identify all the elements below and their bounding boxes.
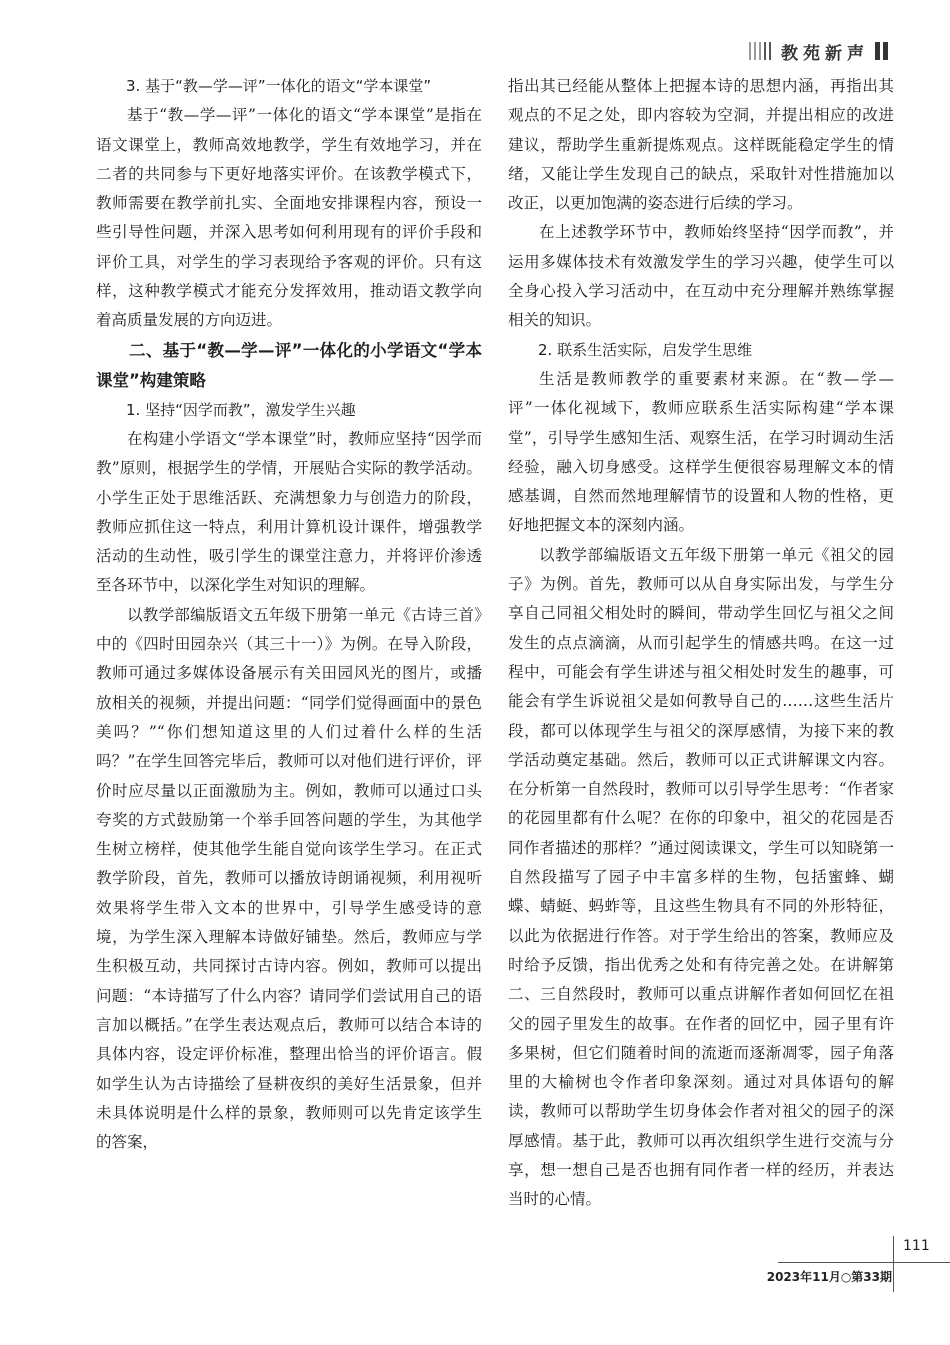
paragraph: 以教学部编版语文五年级下册第一单元《祖父的园子》为例。首先，教师可以从自身实际出发，与学生分享自己同祖父相处时的瞬间，带动学生回忆与祖父之间发生的点点滴滴，从而引起学生的情感共鸣。在这一过程中，可能会有学生讲述与祖父相处时发生的趣事，可能会有学生诉说祖父是如何教导自己的……这些生活片段，都可以体现学生与祖父的深厚感情，为接下来的教学活动奠定基础。然后，教师可以正式讲解课文内容。在分析第一自然段时，教师可以引导学生思考：“作者家的花园里都有什么呢？在你的印象中，祖父的花园是否同作者描述的那样？”通过阅读课文，学生可以知晓第一自然段描写了园子中丰富多样的生物，包括蜜蜂、蝴蝶、蜻蜓、蚂蚱等，且这些生物具有不同的外形特征，以此为依据进行作答。对于学生给出的答案，教师应及时给予反馈，指出优秀之处和有待完善之处。在讲解第二、三自然段时，教师可以重点讲解作者如何回忆在祖父的园子里发生的故事。在作者的回忆中，园子里有许多果树，但它们随着时间的流逝而逐渐凋零，园子角落里的大榆树也令作者印象深刻。通过对具体语句的解读，教师可以帮助学生切身体会作者对祖父的园子的深厚感情。基于此，教师可以再次组织学生进行交流与分享，想一想自己是否也拥有同作者一样的经历，并表达当时的心情。 <box>508 545 894 1209</box>
issue-info: 2023年11月○第33期 <box>766 1270 892 1284</box>
footer-divider-horizontal <box>778 1262 950 1263</box>
paragraph-continued: 指出其已经能从整体上把握本诗的思想内涵，再指出其观点的不足之处，即内容较为空洞，并提出相应的改进建议，帮助学生重新提炼观点。这样既能稳定学生的情绪，又能让学生发现自己的缺点，采取针对性措施加以改正，以更加饱满的姿态进行后续的学习。 <box>508 77 894 213</box>
paragraph: 生活是教师教学的重要素材来源。在“教—学—评”一体化视域下，教师应联系生活实际构建“学本课堂”，引导学生感知生活、观察生活，在学习时调动生活经验，融入切身感受。这样学生便很容易理解文本的情感基调，自然而然地理解情节的设置和人物的性格，更好地把握文本的深刻内涵。 <box>508 369 894 535</box>
paragraph: 在上述教学环节中，教师始终坚持“因学而教”，并运用多媒体技术有效激发学生的学习兴趣，使学生可以全身心投入学习活动中，在互动中充分理解并熟练掌握相关的知识。 <box>508 223 894 330</box>
header-end-bars <box>875 42 888 60</box>
header-decoration-bars <box>749 42 771 60</box>
paragraph: 以教学部编版语文五年级下册第一单元《古诗三首》中的《四时田园杂兴（其三十一）》为例。在导入阶段，教师可通过多媒体设备展示有关田园风光的图片，或播放相关的视频，并提出问题：“同学们觉得画面中的景色美吗？”“你们想知道这里的人们过着什么样的生活吗？”在学生回答完毕后，教师可以对他们进行评价，评价时应尽量以正面激励为主。例如，教师可以通过口头夸奖的方式鼓励第一个举手回答问题的学生，为其他学生树立榜样，使其他学生能自觉向该学生学习。在正式教学阶段，首先，教师可以播放诗朗诵视频，利用视听效果将学生带入文本的世界中，引导学生感受诗的意境，为学生深入理解本诗做好铺垫。然后，教师应与学生积极互动，共同探讨古诗内容。例如，教师可以提出问题：“本诗描写了什么内容？请同学们尝试用自己的语言加以概括。”在学生表达观点后，教师可以结合本诗的具体内容，设定评价标准，整理出恰当的评价语言。假如学生认为古诗描绘了昼耕夜织的美好生活景象，但并未具体说明是什么样的景象，教师则可以先肯定该学生的答案， <box>96 605 482 1152</box>
page-number: 111 <box>903 1238 930 1254</box>
section-3-heading: 3. 基于“教—学—评”一体化的语文“学本课堂” <box>126 77 432 95</box>
header-title: 教苑新声 <box>781 43 869 64</box>
paragraph: 基于“教—学—评”一体化的语文“学本课堂”是指在语文课堂上，教师高效地教学，学生有效地学习，并在二者的共同参与下更好地落实评价。在该教学模式下，教师需要在教学前扎实、全面地安排课程内容，预设一些引导性问题，并深入思考如何利用现有的评价手段和评价工具，对学生的学习表现给予客观的评价。只有这样，这种教学模式才能充分发挥效用，推动语文教学向着高质量发展的方向迈进。 <box>96 106 482 330</box>
paragraph: 在构建小学语文“学本课堂”时，教师应坚持“因学而教”原则，根据学生的学情，开展贴合实际的教学活动。小学生正处于思维活跃、充满想象力与创造力的阶段，教师应抓住这一特点，利用计算机设计课件，增强教学活动的生动性，吸引学生的课堂注意力，并将评价渗透至各环节中，以深化学生对知识的理解。 <box>96 429 482 595</box>
running-header <box>749 38 888 64</box>
left-column <box>96 72 482 1157</box>
footer-divider-vertical <box>893 1236 894 1292</box>
right-column <box>508 72 894 1215</box>
section-2-heading: 二、基于“教—学—评”一体化的小学语文“学本课堂”构建策略 <box>96 340 482 390</box>
subsection-1-heading: 1. 坚持“因学而教”，激发学生兴趣 <box>126 400 356 419</box>
subsection-2-heading: 2. 联系生活实际，启发学生思维 <box>538 340 753 359</box>
